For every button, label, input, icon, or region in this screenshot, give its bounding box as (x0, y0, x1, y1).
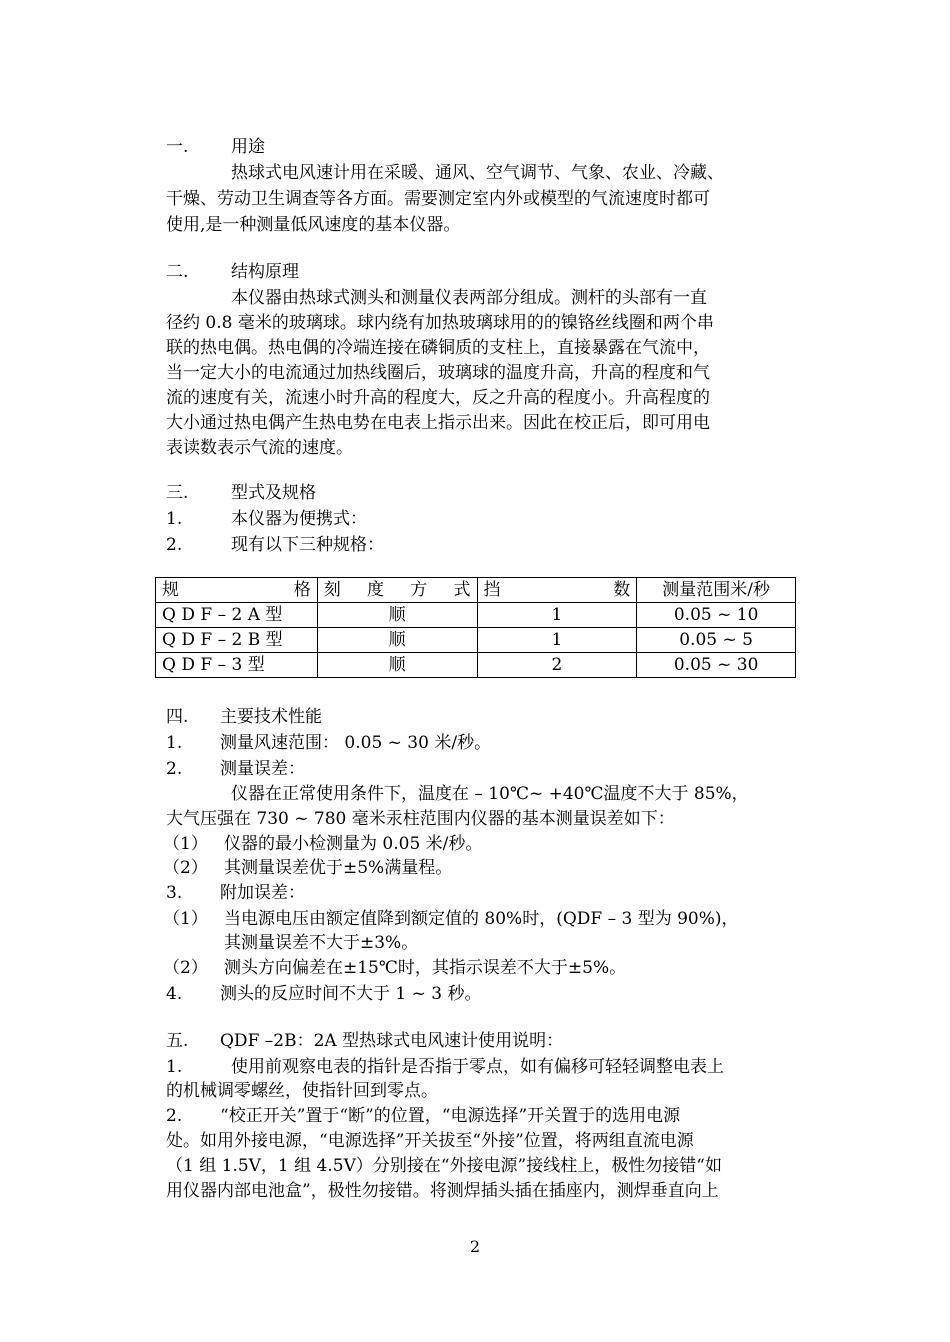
header-gears (477, 578, 637, 603)
header-char: 式 (453, 580, 471, 600)
section-4-item-text: 测量误差： (220, 759, 305, 779)
section-5-paragraph-line: 用仪器内部电池盒”，极性勿接错。将测焊插头插在插座内，测焊垂直向上 (166, 1181, 719, 1201)
header-char: 数 (613, 580, 631, 600)
header-char: 方 (410, 580, 428, 600)
section-4-sub-text-continued: 其测量误差不大于±3%。 (224, 933, 419, 953)
cell-gears: 2 (477, 653, 637, 678)
section-5-paragraph-line: 处。如用外接电源，“电源选择”开关拔至“外接”位置，将两组直流电源 (166, 1131, 694, 1151)
cell-model: Q D F – 2 A 型 (156, 603, 318, 628)
section-1-paragraph-line: 热球式电风速计用在采暖、通风、空气调节、气象、农业、冷藏、 (231, 163, 724, 183)
section-3-item-text: 本仪器为便携式： (231, 509, 367, 529)
cell-scale: 顺 (317, 653, 477, 678)
section-2-paragraph-line: 本仪器由热球式测头和测量仪表两部分组成。测杆的头部有一直 (231, 288, 707, 308)
section-4-sub-number: （2） (163, 958, 208, 978)
section-5-title: QDF –2B：2A 型热球式电风速计使用说明： (220, 1031, 564, 1051)
section-4-sub-text: 测头方向偏差在±15℃时，其指示误差不大于±5%。 (224, 958, 627, 978)
section-2-paragraph-line: 联的热电偶。热电偶的冷端连接在磷铜质的支柱上，直接暴露在气流中， (166, 338, 710, 358)
section-5-item-number: 1. (166, 1057, 183, 1077)
cell-model: Q D F – 3 型 (156, 653, 318, 678)
section-4-sub-text: 仪器的最小检测量为 0.05 米/秒。 (224, 834, 483, 854)
table-header-row (156, 578, 796, 603)
section-1-paragraph-line: 干燥、劳动卫生调查等各方面。需要测定室内外或模型的气流速度时都可 (166, 189, 710, 209)
header-char: 刻 (323, 580, 341, 600)
header-char: 度 (366, 580, 384, 600)
header-scale (317, 578, 477, 603)
section-4-sub-text: 其测量误差优于±5%满量程。 (224, 858, 453, 878)
section-4-item-number: 1. (166, 733, 183, 753)
section-4-paragraph-line: 仪器在正常使用条件下，温度在 – 10℃~ +40℃温度不大于 85%， (231, 784, 749, 804)
section-4-item-number: 3. (166, 883, 183, 903)
section-2-title: 结构原理 (231, 262, 299, 282)
section-4-sub-text: 当电源电压由额定值降到额定值的 80%时，(QDF – 3 型为 90%)， (224, 909, 739, 929)
cell-range: 0.05 ~ 5 (637, 628, 796, 653)
table-row (156, 628, 796, 653)
header-char: 格 (293, 580, 311, 600)
section-4-sub-number: （2） (163, 858, 208, 878)
section-3-item-number: 1. (166, 509, 183, 529)
section-5-paragraph-line: 使用前观察电表的指针是否指于零点，如有偏移可轻轻调整电表上 (231, 1057, 724, 1077)
page-number: 2 (469, 1237, 481, 1256)
header-char: 挡 (483, 580, 501, 600)
header-char: 规 (162, 580, 179, 600)
table-row (156, 603, 796, 628)
cell-scale: 顺 (317, 628, 477, 653)
section-1-number: 一. (166, 137, 189, 157)
section-4-paragraph-line: 大气压强在 730 ~ 780 毫米汞柱范围内仪器的基本测量误差如下： (166, 809, 675, 829)
cell-range: 0.05 ~ 30 (637, 653, 796, 678)
cell-gears: 1 (477, 628, 637, 653)
section-2-paragraph-line: 表读数表示气流的速度。 (166, 438, 353, 458)
section-4-sub-number: （1） (163, 834, 208, 854)
table-row (156, 653, 796, 678)
cell-scale: 顺 (317, 603, 477, 628)
section-5-paragraph-line: （1 组 1.5V，1 组 4.5V）分别接在“外接电源”接线柱上，极性勿接错“如 (166, 1156, 722, 1176)
section-4-item-number: 4. (166, 984, 183, 1004)
cell-gears: 1 (477, 603, 637, 628)
section-1-paragraph-line: 使用,是一种测量低风速度的基本仪器。 (166, 215, 461, 235)
section-5-paragraph-line: “校正开关”置于“断”的位置，“电源选择”开关置于的选用电源 (220, 1106, 681, 1126)
section-4-title: 主要技术性能 (220, 707, 322, 727)
section-3-number: 三. (166, 483, 189, 503)
cell-range: 0.05 ~ 10 (637, 603, 796, 628)
section-4-number: 四. (166, 707, 189, 727)
section-4-item-text: 附加误差： (220, 883, 305, 903)
section-5-number: 五. (166, 1031, 189, 1051)
spec-table (155, 577, 796, 678)
section-4-item-text: 测量风速范围： 0.05 ~ 30 米/秒。 (220, 733, 492, 753)
section-3-title: 型式及规格 (231, 483, 316, 503)
section-2-paragraph-line: 大小通过热电偶产生热电势在电表上指示出来。因此在校正后，即可用电 (166, 413, 710, 433)
section-2-paragraph-line: 当一定大小的电流通过加热线圈后，玻璃球的温度升高，升高的程度和气 (166, 363, 710, 383)
section-1-title: 用途 (231, 137, 265, 157)
section-3-item-number: 2. (166, 535, 183, 555)
section-3-item-text: 现有以下三种规格： (231, 535, 384, 555)
section-5-paragraph-line: 的机械调零螺丝，使指针回到零点。 (166, 1081, 438, 1101)
section-2-paragraph-line: 流的速度有关，流速小时升高的程度大，反之升高的程度小。升高程度的 (166, 388, 710, 408)
header-range: 测量范围米/秒 (637, 578, 796, 603)
section-4-item-number: 2. (166, 759, 183, 779)
section-5-item-number: 2. (166, 1106, 183, 1126)
cell-model: Q D F – 2 B 型 (156, 628, 318, 653)
section-2-number: 二. (166, 262, 189, 282)
section-4-item-text: 测头的反应时间不大于 1 ~ 3 秒。 (220, 984, 482, 1004)
section-4-sub-number: （1） (163, 909, 208, 929)
section-2-paragraph-line: 径约 0.8 毫米的玻璃球。球内绕有加热玻璃球用的的镍铬丝线圈和两个串 (166, 313, 714, 333)
header-model (156, 578, 318, 603)
